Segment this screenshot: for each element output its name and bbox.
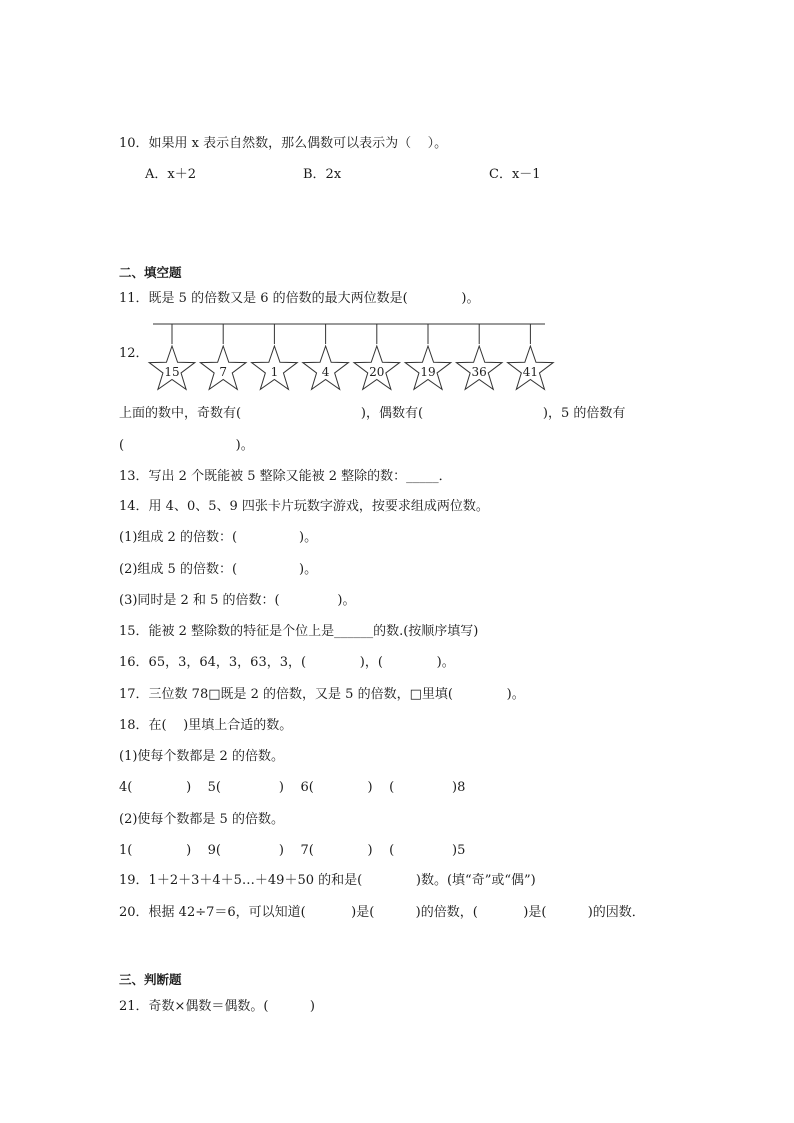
question-12-line1: 上面的数中，奇数有( )，偶数有( )，5 的倍数有 <box>119 406 626 421</box>
question-18-part1: (1)使每个数都是 2 的倍数。 <box>119 749 284 764</box>
q10-option-a: A．x＋2 <box>145 167 196 182</box>
star-number-41: 41 <box>522 365 539 379</box>
q10-option-b: B．2x <box>303 167 342 182</box>
question-12-line2: ( )。 <box>119 438 254 453</box>
section-fill-blank-title: 二、填空题 <box>119 265 182 280</box>
q10-option-c: C．x－1 <box>489 167 541 182</box>
section-judge-title: 三、判断题 <box>119 972 182 987</box>
question-18-row1: 4( ) 5( ) 6( ) ( )8 <box>119 780 466 795</box>
star-cards-figure <box>119 318 559 394</box>
question-15: 15．能被 2 整除数的特征是个位上是______的数.(按顺序填写) <box>119 624 479 639</box>
star-number-36: 36 <box>471 365 487 379</box>
question-10: 10．如果用 x 表示自然数，那么偶数可以表示为（ ）。 <box>119 136 448 151</box>
star-number-1: 1 <box>270 365 279 379</box>
star-number-19: 19 <box>420 365 436 379</box>
question-16: 16．65，3，64，3，63，3，( )，( )。 <box>119 655 455 670</box>
star-number-20: 20 <box>369 365 385 379</box>
question-18-row2: 1( ) 9( ) 7( ) ( )5 <box>119 843 466 858</box>
question-11: 11．既是 5 的倍数又是 6 的倍数的最大两位数是( )。 <box>119 291 480 306</box>
question-19: 19．1＋2＋3＋4＋5…＋49＋50 的和是( )数。(填“奇”或“偶”) <box>119 873 536 888</box>
question-12-number: 12． <box>119 346 149 361</box>
question-20: 20．根据 42÷7＝6，可以知道( )是( )的倍数，( )是( )的因数． <box>119 905 645 920</box>
question-13: 13．写出 2 个既能被 5 整除又能被 2 整除的数：_____． <box>119 469 452 484</box>
question-14-part2: (2)组成 5 的倍数：( )。 <box>119 562 318 577</box>
star-number-15: 15 <box>164 365 180 379</box>
question-17: 17．三位数 78□既是 2 的倍数，又是 5 的倍数，□里填( )。 <box>119 687 525 702</box>
question-14-part1: (1)组成 2 的倍数：( )。 <box>119 530 318 545</box>
question-18-part2: (2)使每个数都是 5 的倍数。 <box>119 812 284 827</box>
question-14-part3: (3)同时是 2 和 5 的倍数：( )。 <box>119 593 356 608</box>
question-21: 21．奇数×偶数＝偶数。( ) <box>119 999 315 1014</box>
star-number-7: 7 <box>219 365 228 379</box>
star-number-4: 4 <box>321 365 330 379</box>
question-14: 14．用 4、0、5、9 四张卡片玩数字游戏，按要求组成两位数。 <box>119 499 489 514</box>
question-18: 18．在( )里填上合适的数。 <box>119 718 293 733</box>
